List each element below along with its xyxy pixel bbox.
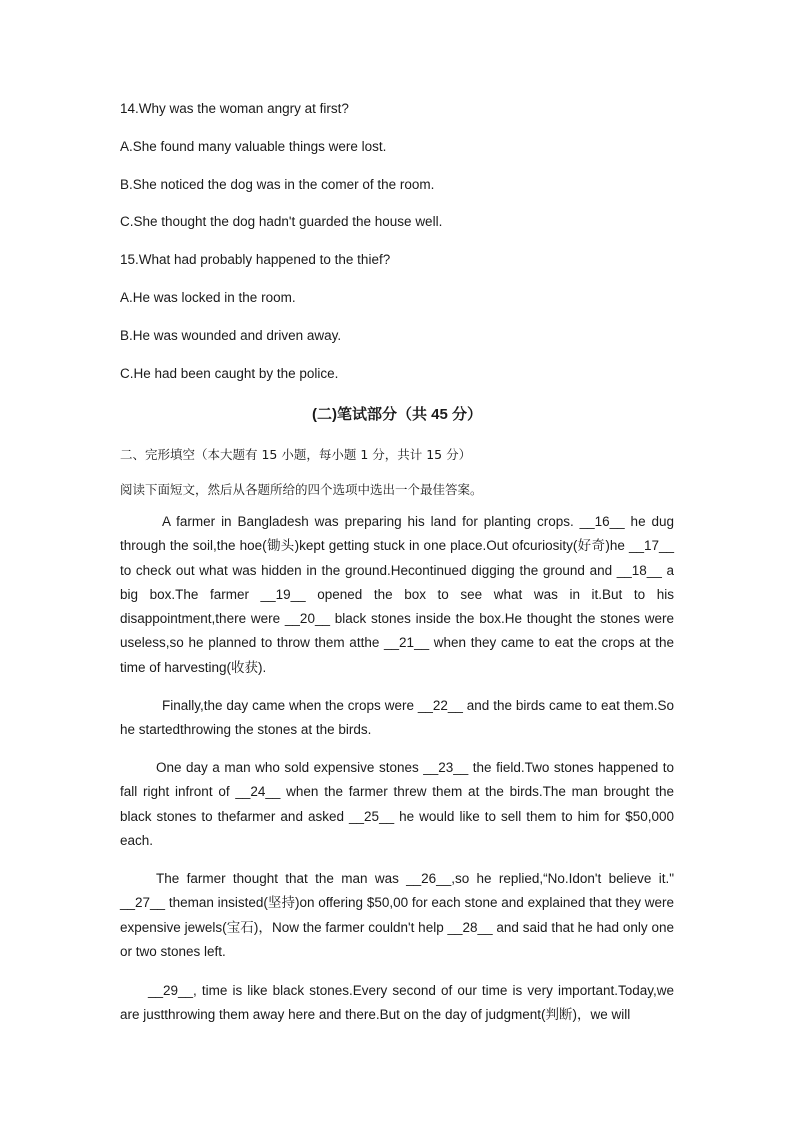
question-15-option-c: C.He had been caught by the police. <box>120 366 339 381</box>
question-14-option-b: B.She noticed the dog was in the comer of the room. <box>120 177 435 192</box>
passage-paragraph-3: One day a man who sold expensive stones __23__ the field.Two stones happened to fall right infront of __24__ when the farmer threw them at the birds.The man brought the black stones to thefarmer and asked __25__ he would like to sell them to him for $50,000 each. <box>120 760 674 848</box>
passage-paragraph-1: A farmer in Bangladesh was preparing his land for planting crops. __16__ he dug through the soil,the hoe(锄头)kept getting stuck in one place.Out ofcuriosity(好奇)he __17__ to check out what was hidden in the ground.Hecontinued digging the ground and __18__ a big box.The farmer __19__ opened the box to see what was in it.But to his disappointment,there were __20__ black stones inside the box.He thought the stones were useless,so he planned to throw them atthe __21__ when they came to eat the crops at the time of harvesting(收获). <box>120 514 674 675</box>
passage-paragraph-5: __29__, time is like black stones.Every second of our time is very important.Today,we are justthrowing them away here and there.But on the day of judgment(判断)，we will <box>120 983 674 1023</box>
question-15-stem: 15.What had probably happened to the thief? <box>120 252 391 267</box>
question-15-option-b: B.He was wounded and driven away. <box>120 328 342 343</box>
passage-paragraph-2: Finally,the day came when the crops were __22__ and the birds came to eat them.So he startedthrowing the stones at the birds. <box>120 698 674 738</box>
passage-paragraph-4: The farmer thought that the man was __26__,so he replied,“No.Idon't believe it." __27__ theman insisted(坚持)on offering $50,00 for each stone and explained that they were expensive jewels(宝石)，Now the farmer couldn't help __28__ and said that he had only one or two stones left. <box>120 871 674 959</box>
question-14-option-a: A.She found many valuable things were lost. <box>120 139 387 154</box>
question-15-option-a: A.He was locked in the room. <box>120 290 296 305</box>
question-14-stem: 14.Why was the woman angry at first? <box>120 101 349 116</box>
part-title: 二、完形填空（本大题有 15 小题，每小题 1 分，共计 15 分） <box>120 447 472 462</box>
instruction: 阅读下面短文，然后从各题所给的四个选项中选出一个最佳答案。 <box>120 482 483 497</box>
question-14-option-c: C.She thought the dog hadn't guarded the house well. <box>120 214 443 229</box>
section-title: (二)笔试部分（共 45 分） <box>311 406 482 423</box>
